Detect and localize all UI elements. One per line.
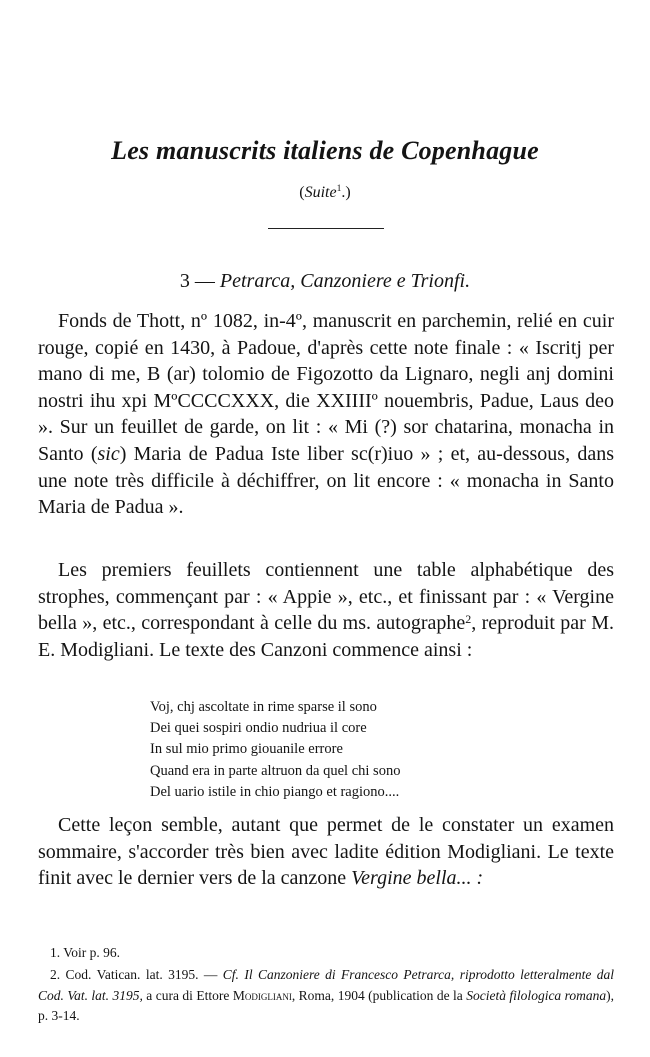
title-divider: [268, 228, 384, 229]
footnote-2-editor: Modigliani: [232, 987, 292, 1003]
footnote-ref-2: 2: [465, 612, 472, 627]
footnote-2-pages: ), p. 3-14.: [38, 987, 615, 1023]
footnote-2-citation: Cf. Il Canzoniere di Francesco Petrarca, riprodotto letteralmente dal Cod. Vat. lat. 3195,: [38, 967, 614, 1003]
verse-line: Voj, chj ascoltate in rime sparse il sono: [150, 699, 377, 715]
footnote-2-text: a cura di Ettore: [142, 987, 233, 1003]
verse-line: Dei quei sospiri ondio nudriua il core: [150, 720, 367, 737]
paragraph-3-text: Cette leçon semble, autant que permet de le constater un examen sommaire, s'accorder très bien avec ladite édition Modigliani. Le texte finit avec le dernier vers de la canzone: [38, 814, 614, 890]
footnote-2-source: 2. Cod. Vatican. lat. 3195. —: [50, 967, 223, 982]
verse-line: Quand era in parte altruon da quel chi sono: [150, 762, 401, 779]
footnote-1: 1. Voir p. 96.: [50, 945, 121, 960]
page-title: Les manuscrits italiens de Copenhague: [111, 136, 539, 165]
paragraph-3: [38, 812, 614, 892]
section-heading: [0, 270, 650, 293]
paragraph-2-text-b: , reproduit par M. E. Modigliani. Le texte des Canzoni commence ainsi :: [38, 612, 614, 661]
verse-line: In sul mio primo giouanile errore: [150, 741, 343, 758]
subtitle-note-ref: 1: [336, 183, 342, 194]
sic-annotation: sic: [97, 442, 120, 465]
section-number: 3: [179, 270, 190, 292]
section-title: Petrarca, Canzoniere e Trionfi.: [219, 270, 471, 292]
paragraph-2-text-a: Les premiers feuillets contiennent une table alphabétique des strophes, commençant par : « Appie », etc., et finissant par : « Vergine bella », etc., correspondant à celle du ms. autographe: [38, 559, 614, 635]
page-subtitle: (Suite$^1$.): [299, 183, 351, 201]
paragraph-1-text-a: Fonds de Thott, nº 1082, in-4º, manuscrit en parchemin, relié en cuir rouge, copié en 1430, à Padoue, d'après cette note finale : « Iscritj per mano di me, B (ar) tolomio de Figozotto da Lignaro, negli anj domini nostri ihu xpi MºCCCCXXX, die XXIIIIº nouembris, Padue, Laus deo ». Sur un feuillet de garde, on lit : « Mi (?) sor chatarina, monacha in Santo (: [38, 310, 614, 465]
paragraph-3-italic: Vergine bella... :: [351, 867, 484, 890]
subtitle-text: Suite: [304, 184, 337, 201]
verse-quote: [150, 697, 400, 803]
footnote-2-society: Società filologica romana: [466, 987, 607, 1003]
paragraph-2: [38, 557, 614, 663]
footnote-2: [38, 965, 614, 1027]
paragraph-1: [38, 308, 614, 521]
footnote-2-text-b: , Roma, 1904 (publication de la: [291, 987, 467, 1003]
section-dash: —: [189, 270, 220, 292]
verse-line: Del uario istile in chio piango et ragiono....: [150, 783, 400, 800]
paragraph-1-text-b: ) Maria de Padua Iste liber sc(r)iuo » ; et, au-dessous, dans une note très difficile à déchiffrer, on lit encore : « monacha in Santo Maria de Padua ».: [38, 442, 615, 519]
